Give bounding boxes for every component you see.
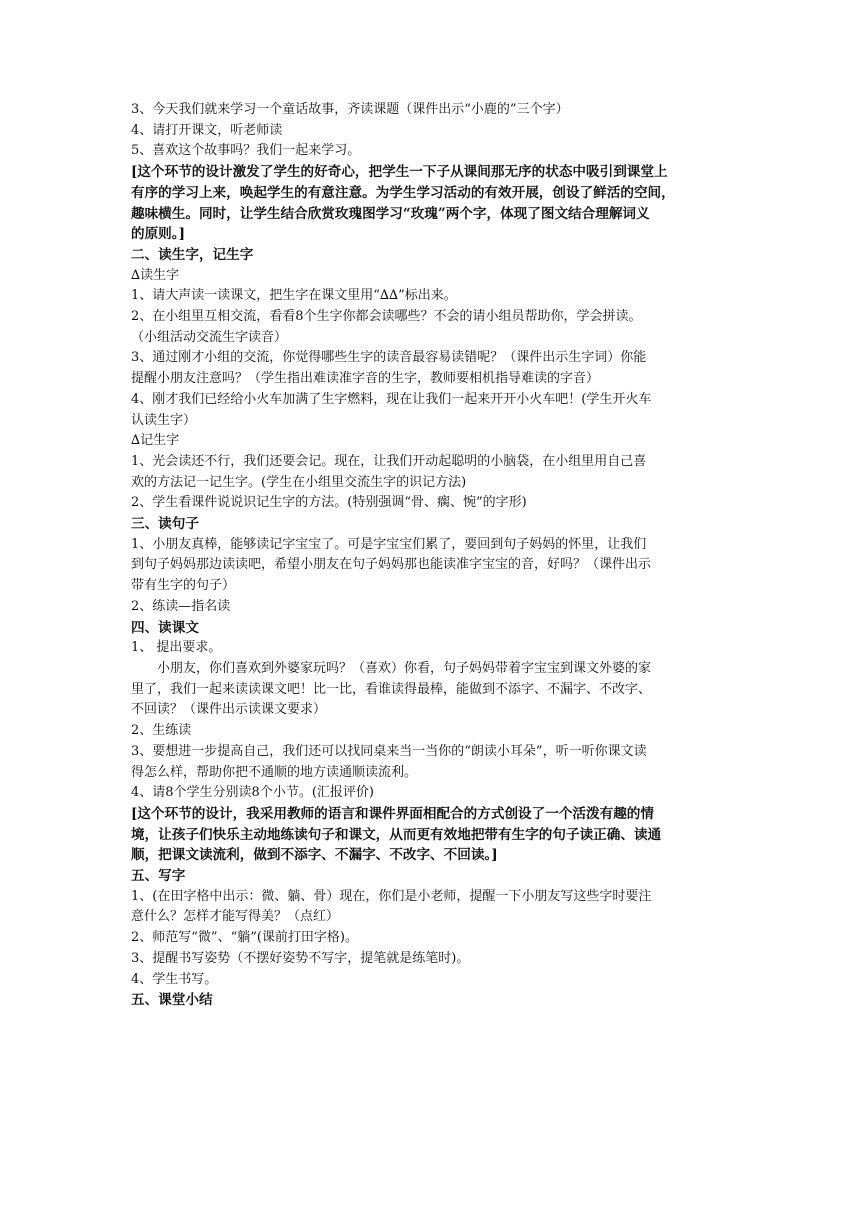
text-line: 带有生字的句子）: [131, 578, 236, 594]
text-line: 1、请大声读一读课文，把生字在课文里用“∆∆”标出来。: [131, 288, 457, 304]
text-line: 到句子妈妈那边读读吧，希望小朋友在句子妈妈那也能读准字宝宝的音，好吗？（课件出示: [131, 557, 652, 573]
text-line: 1、小朋友真棒，能够读记字宝宝了。可是字宝宝们累了，要回到句子妈妈的怀里，让我们: [131, 536, 647, 552]
text-line: 4、学生书写。: [131, 971, 218, 987]
text-line: 2、学生看课件说说识记生字的方法。(特别强调“骨、瘸、惋”的字形): [131, 495, 527, 511]
text-line: 4、请打开课文，听老师读: [131, 122, 283, 138]
bold-text-line: [这个环节的设计，我采用教师的语言和课件界面相配合的方式创设了一个活泼有趣的情: [131, 805, 654, 822]
bold-text-line: 趣味横生。同时，让学生结合欣赏玫瑰图学习“玫瑰”两个字，体现了图文结合理解词义: [131, 205, 650, 222]
bold-text-line: 有序的学习上来，唤起学生的有意注意。为学生学习活动的有效开展，创设了鲜活的空间，: [131, 184, 675, 201]
text-line: 欢的方法记一记生字。(学生在小组里交流生字的识记方法): [131, 474, 467, 490]
bold-text-line: 五、课堂小结: [131, 992, 213, 1009]
text-line: 里了，我们一起来读读课文吧！比一比，看谁读得最棒，能做到不添字、不漏字、不改字、: [131, 681, 652, 697]
text-line: 不回读？（课件出示读课文要求）: [131, 702, 327, 718]
text-line: 5、喜欢这个故事吗？我们一起来学习。: [131, 143, 361, 159]
bold-text-line: 的原则。]: [131, 226, 186, 243]
bold-text-line: 二、读生字，记生字: [131, 246, 254, 263]
document-page: [131, 100, 741, 1011]
text-line: 1、(在田字格中出示：微、躺、骨）现在，你们是小老师，提醒一下小朋友写这些字时要注: [131, 888, 652, 904]
text-line: 4、刚才我们已经给小火车加满了生字燃料，现在让我们一起来开开小火车吧！(学生开火车: [131, 391, 652, 407]
text-line: 2、师范写“微”、“躺”(课前打田字格)。: [131, 930, 358, 946]
text-line: 小朋友，你们喜欢到外婆家玩吗？（喜欢）你看，句子妈妈带着字宝宝到课文外婆的家: [157, 660, 652, 676]
bold-text-line: [这个环节的设计激发了学生的好奇心，把学生一下子从课间那无序的状态中吸引到课堂上: [131, 164, 668, 181]
bold-text-line: 三、读句子: [131, 516, 199, 533]
text-line: 1、光会读还不行，我们还要会记。现在，让我们开动起聪明的小脑袋，在小组里用自己喜: [131, 453, 647, 469]
text-line: 2、练读—指名读: [131, 598, 231, 614]
text-line: ∆读生字: [131, 267, 180, 283]
bold-text-line: 境，让孩子们快乐主动地练读句子和课文，从而更有效地把带有生字的句子读正确、读通: [131, 826, 662, 843]
text-line: 得怎么样，帮助你把不通顺的地方读通顺读流利。: [131, 764, 418, 780]
text-line: 4、请8个学生分别读8个小节。(汇报评价): [131, 785, 374, 801]
text-line: 意什么？怎样才能写得美？（点红）: [131, 909, 340, 925]
text-line: ∆记生字: [131, 433, 180, 449]
text-line: 1、 提出要求。: [131, 640, 222, 656]
text-line: （小组活动交流生字读音）: [131, 329, 288, 345]
text-line: 2、在小组里互相交流，看看8个生字你都会读哪些？不会的请小组员帮助你，学会拼读。: [131, 309, 642, 325]
text-line: 3、提醒书写姿势（不摆好姿势不写字，提笔就是练笔时)。: [131, 950, 470, 966]
text-line: 提醒小朋友注意吗？（学生指出难读准字音的生字，教师要相机指导难读的字音）: [131, 371, 600, 387]
text-line: 3、今天我们就来学习一个童话故事，齐读课题（课件出示“小鹿的”三个字）: [131, 102, 569, 117]
bold-text-line: 顺，把课文读流利，做到不添字、不漏字、不改字、不回读。]: [131, 847, 498, 864]
text-line: 2、生练读: [131, 723, 192, 739]
text-line: 3、要想进一步提高自己，我们还可以找同桌来当一当你的“朗读小耳朵”，听一听你课文读: [131, 743, 647, 759]
text-line: 认读生字）: [131, 412, 197, 428]
text-line: 3、通过刚才小组的交流，你觉得哪些生字的读音最容易读错呢？（课件出示生字词）你能: [131, 350, 647, 366]
bold-text-line: 四、读课文: [131, 619, 199, 636]
bold-text-line: 五、写字: [131, 868, 186, 885]
